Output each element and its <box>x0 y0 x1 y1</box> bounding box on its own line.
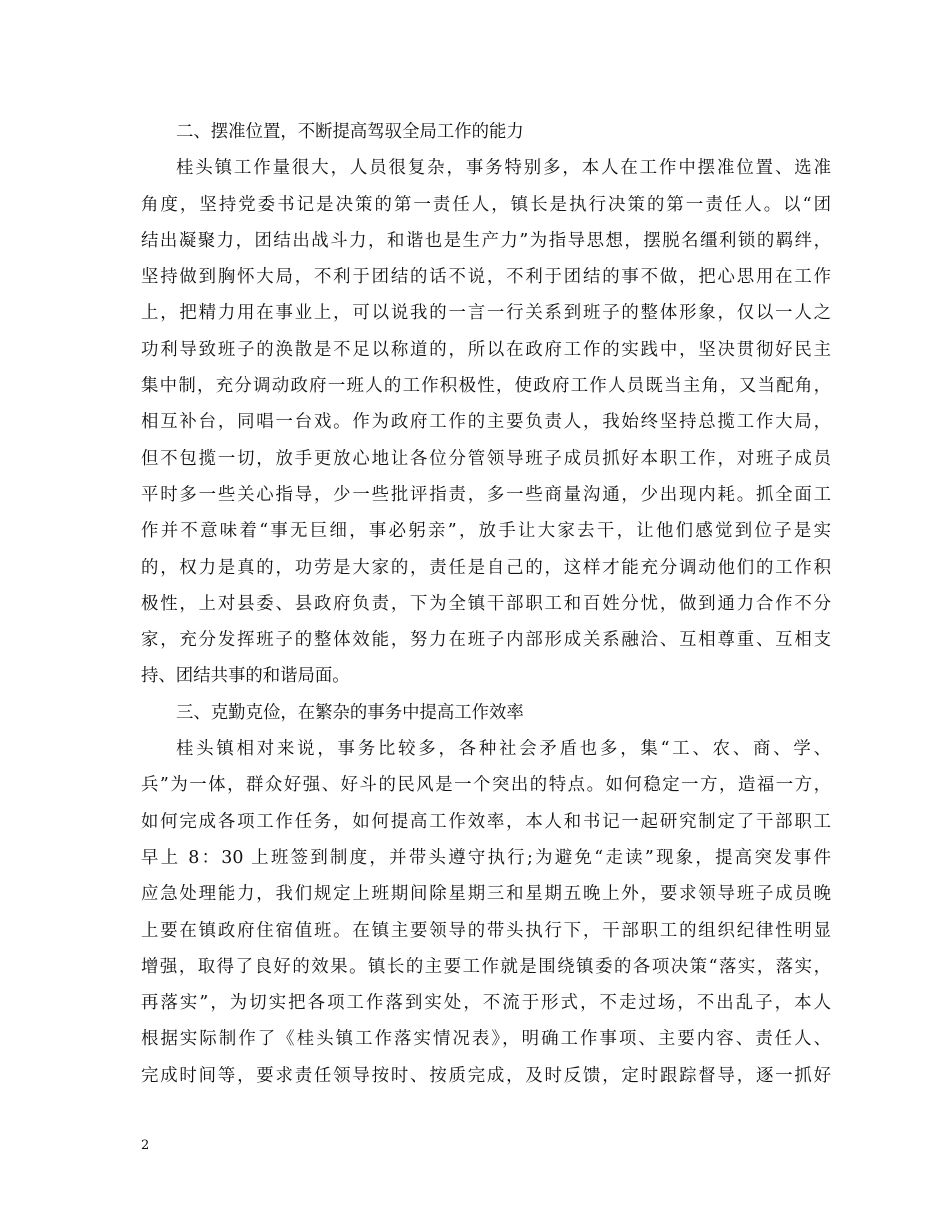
paragraph-line: 如何完成各项工作任务，如何提高工作效率，本人和书记一起研究制定了干部职工 <box>141 811 831 832</box>
paragraph-line: 桂头镇相对来说，事务比较多，各种社会矛盾也多，集“工、农、商、学、 <box>176 739 831 760</box>
paragraph-line: 结出凝聚力，团结出战斗力，和谐也是生产力”为指导思想，摆脱名缰利锁的羁绊， <box>141 230 831 251</box>
paragraph-line: 完成时间等，要求责任领导按时、按质完成，及时反馈，定时跟踪督导，逐一抓好 <box>141 1065 831 1086</box>
paragraph-line: 作并不意味着“事无巨细，事必躬亲”，放手让大家去干，让他们感觉到位子是实 <box>141 521 831 542</box>
paragraph-line: 早上 8：30 上班签到制度，并带头遵守执行;为避免“走读”现象，提高突发事件 <box>141 847 831 868</box>
paragraph-line: 极性，上对县委、县政府负责，下为全镇干部职工和百姓分忧，做到通力合作不分 <box>141 593 831 614</box>
paragraph-line: 集中制，充分调动政府一班人的工作积极性，使政府工作人员既当主角，又当配角， <box>141 376 831 397</box>
paragraph-line: 根据实际制作了《桂头镇工作落实情况表》，明确工作事项、主要内容、责任人、 <box>141 1029 831 1050</box>
section-heading: 二、摆准位置，不断提高驾驭全局工作的能力 <box>176 122 524 142</box>
paragraph-line: 持、团结共事的和谐局面。 <box>141 666 350 687</box>
paragraph-line: 再落实”，为切实把各项工作落到实处，不流于形式，不走过场，不出乱子，本人 <box>141 993 831 1014</box>
document-body <box>141 114 831 1094</box>
paragraph-line: 但不包揽一切，放手更放心地让各位分管领导班子成员抓好本职工作，对班子成员 <box>141 448 831 469</box>
paragraph-line: 家，充分发挥班子的整体效能，努力在班子内部形成关系融洽、互相尊重、互相支 <box>141 630 831 651</box>
paragraph-line: 平时多一些关心指导，少一些批评指责，多一些商量沟通，少出现内耗。抓全面工 <box>141 484 831 505</box>
paragraph-line: 的，权力是真的，功劳是大家的，责任是自己的，这样才能充分调动他们的工作积 <box>141 557 831 578</box>
paragraph-line: 坚持做到胸怀大局，不利于团结的话不说，不利于团结的事不做，把心思用在工作 <box>141 267 831 288</box>
paragraph-line: 上，把精力用在事业上，可以说我的一言一行关系到班子的整体形象，仅以一人之 <box>141 303 831 324</box>
paragraph-line: 兵”为一体，群众好强、好斗的民风是一个突出的特点。如何稳定一方，造福一方， <box>141 775 831 796</box>
paragraph-line: 功利导致班子的涣散是不足以称道的，所以在政府工作的实践中，坚决贯彻好民主 <box>141 339 831 360</box>
paragraph-line: 上要在镇政府住宿值班。在镇主要领导的带头执行下，干部职工的组织纪律性明显 <box>141 920 831 941</box>
paragraph-line: 桂头镇工作量很大，人员很复杂，事务特别多，本人在工作中摆准位置、选准 <box>176 158 831 179</box>
page-number: 2 <box>141 1138 150 1153</box>
paragraph-line: 应急处理能力，我们规定上班期间除星期三和星期五晚上外，要求领导班子成员晚 <box>141 884 831 905</box>
paragraph-line: 增强，取得了良好的效果。镇长的主要工作就是围绕镇委的各项决策“落实，落实， <box>141 956 831 977</box>
section-heading: 三、克勤克俭，在繁杂的事务中提高工作效率 <box>176 702 524 723</box>
paragraph-line: 角度，坚持党委书记是决策的第一责任人，镇长是执行决策的第一责任人。以“团 <box>141 194 831 215</box>
paragraph-line: 相互补台，同唱一台戏。作为政府工作的主要负责人，我始终坚持总揽工作大局， <box>141 412 831 433</box>
